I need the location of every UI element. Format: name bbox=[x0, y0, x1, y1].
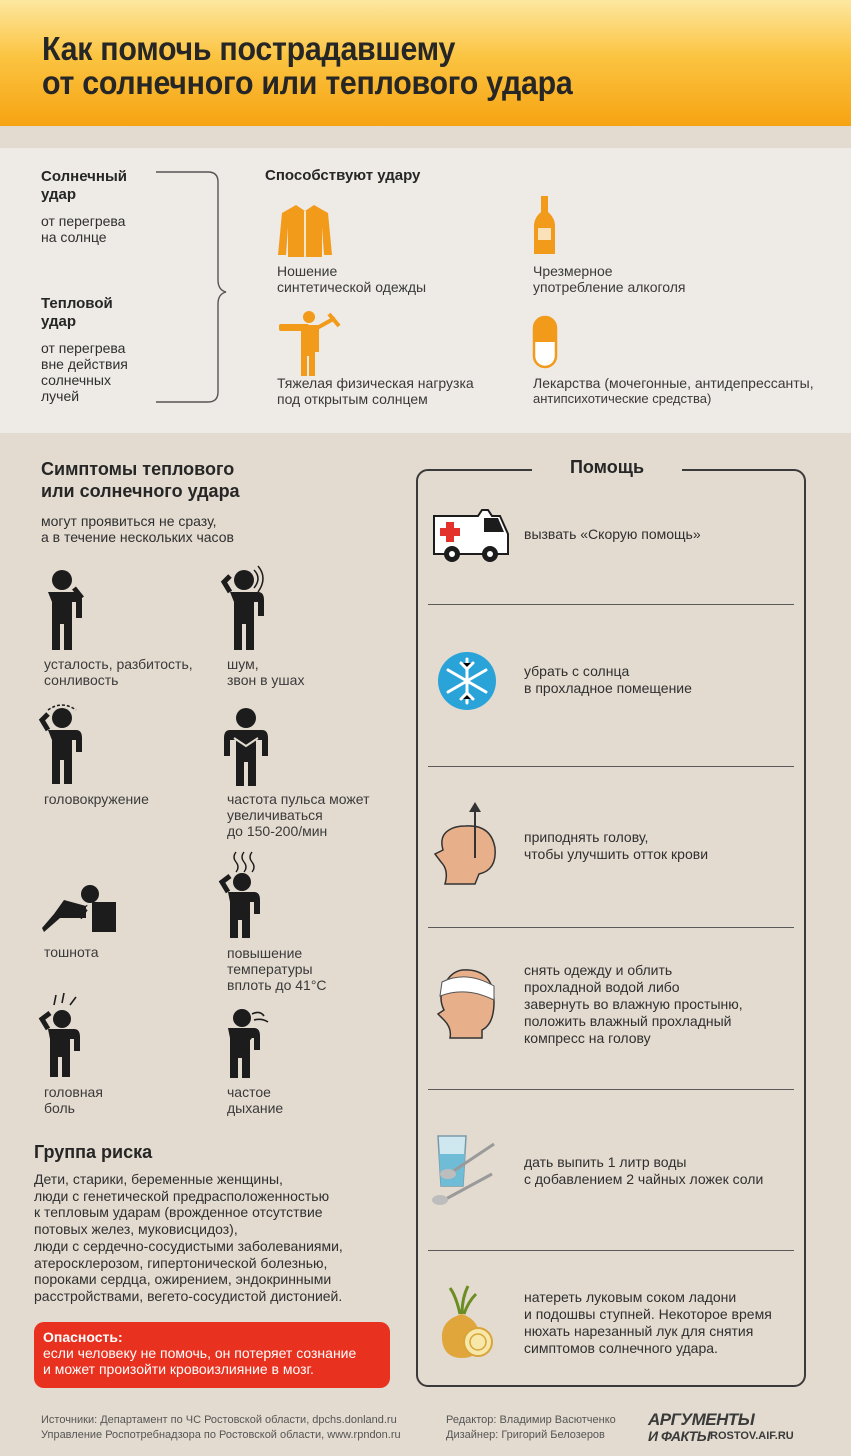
symptoms-subtitle: могут проявиться не сразу, а в течение нескольких часов bbox=[41, 513, 234, 545]
help-step-cool-room: убрать с солнца в прохладное помещение bbox=[524, 663, 692, 696]
onion-icon bbox=[438, 1286, 494, 1360]
snowflake-icon bbox=[437, 651, 497, 711]
page-title-line1: Как помочь пострадавшему bbox=[42, 30, 456, 67]
aif-logo: АРГУМЕНТЫ И ФАКТЫ ROSTOV.AIF.RU bbox=[648, 1410, 794, 1444]
risk-description: Дети, старики, беременные женщины, люди с генетической предрасположенностью к тепловым ударам (врожденное отсутствие потовых желез, муковисцидоз), люди с сердечно-сосудистыми заболеваниями, атеросклерозом, гипертонической болезнью, пороками сердца, ожирением, эндокринными расстройствами, вегето-сосудистой дистонией. bbox=[34, 1171, 343, 1304]
help-divider bbox=[428, 766, 794, 767]
symptom-pulse: частота пульса может увеличиваться до 150-200/мин bbox=[227, 791, 370, 839]
brace-icon bbox=[150, 168, 230, 408]
heat-stroke-title: Тепловой удар bbox=[41, 295, 113, 330]
help-divider bbox=[428, 1089, 794, 1090]
help-step-salt-water: дать выпить 1 литр воды с добавлением 2 чайных ложек соли bbox=[524, 1154, 764, 1187]
symptom-fatigue: усталость, разбитость, сонливость bbox=[44, 656, 193, 688]
help-step-cool-water: снять одежду и облить прохладной водой либо завернуть во влажную простыню, положить влажный прохладный компресс на голову bbox=[524, 962, 743, 1046]
bottle-icon bbox=[533, 196, 557, 256]
help-divider bbox=[428, 927, 794, 928]
help-title: Помощь bbox=[569, 457, 645, 477]
sun-stroke-title: Солнечный удар bbox=[41, 168, 127, 203]
sun-stroke-desc: от перегрева на солнце bbox=[41, 213, 126, 245]
worker-icon bbox=[277, 310, 341, 376]
fever-person-icon bbox=[222, 852, 264, 938]
ear-noise-person-icon bbox=[222, 566, 268, 652]
help-step-ambulance: вызвать «Скорую помощь» bbox=[524, 526, 701, 542]
bandage-head-icon bbox=[436, 968, 498, 1040]
risk-title: Группа риска bbox=[34, 1142, 153, 1162]
footer-sources: Источники: Департамент по ЧС Ростовской области, dpchs.donland.ru Управление Роспотребнадзора по Ростовской области, www.rpndon.ru bbox=[41, 1414, 401, 1441]
head-up-icon bbox=[435, 800, 499, 886]
contrib-label-clothing: Ношение синтетической одежды bbox=[277, 263, 427, 295]
symptom-breathing: частое дыхание bbox=[227, 1084, 284, 1116]
help-step-raise-head: приподнять голову, чтобы улучшить отток крови bbox=[524, 829, 709, 862]
page-title-line2: от солнечного или теплового удара bbox=[42, 64, 573, 101]
symptom-dizziness: головокружение bbox=[44, 791, 149, 807]
symptoms-title: Симптомы теплового или солнечного удара bbox=[41, 459, 240, 501]
contrib-label-drugs: Лекарства (мочегонные, антидепрессанты, антипсихотические средства) bbox=[533, 375, 814, 406]
nausea-person-icon bbox=[42, 884, 118, 934]
help-divider bbox=[428, 604, 794, 605]
breathing-person-icon bbox=[222, 1008, 272, 1080]
dizzy-person-icon bbox=[42, 704, 86, 786]
shirt-icon bbox=[276, 203, 334, 259]
help-divider bbox=[428, 1250, 794, 1251]
contrib-label-labor: Тяжелая физическая нагрузка под открытым солнцем bbox=[277, 375, 474, 407]
footer-credits: Редактор: Владимир Васютченко Дизайнер: Григорий Белозеров bbox=[446, 1414, 616, 1441]
symptom-fever: повышение температуры вплоть до 41°C bbox=[227, 945, 327, 993]
tired-person-icon bbox=[40, 568, 86, 652]
symptom-tinnitus: шум, звон в ушах bbox=[227, 656, 305, 688]
contrib-label-alcohol: Чрезмерное употребление алкоголя bbox=[533, 263, 686, 295]
heat-stroke-desc: от перегрева вне действия солнечных лучей bbox=[41, 340, 128, 404]
contributing-title: Способствуют удару bbox=[265, 167, 421, 184]
pill-icon bbox=[533, 316, 557, 368]
danger-text: Опасность: если человеку не помочь, он потеряет сознание и может произойти кровоизлияние в мозг. bbox=[43, 1329, 357, 1377]
symptom-headache: головная боль bbox=[44, 1084, 103, 1116]
salt-water-icon bbox=[432, 1136, 498, 1208]
ambulance-icon bbox=[432, 504, 510, 566]
symptom-nausea: тошнота bbox=[44, 944, 99, 960]
pulse-person-icon bbox=[222, 708, 270, 788]
headache-person-icon bbox=[42, 995, 84, 1079]
help-step-onion: натереть луковым соком ладони и подошвы ступней. Некоторое время нюхать нарезанный лук для снятия симптомов солнечного удара. bbox=[524, 1289, 772, 1356]
